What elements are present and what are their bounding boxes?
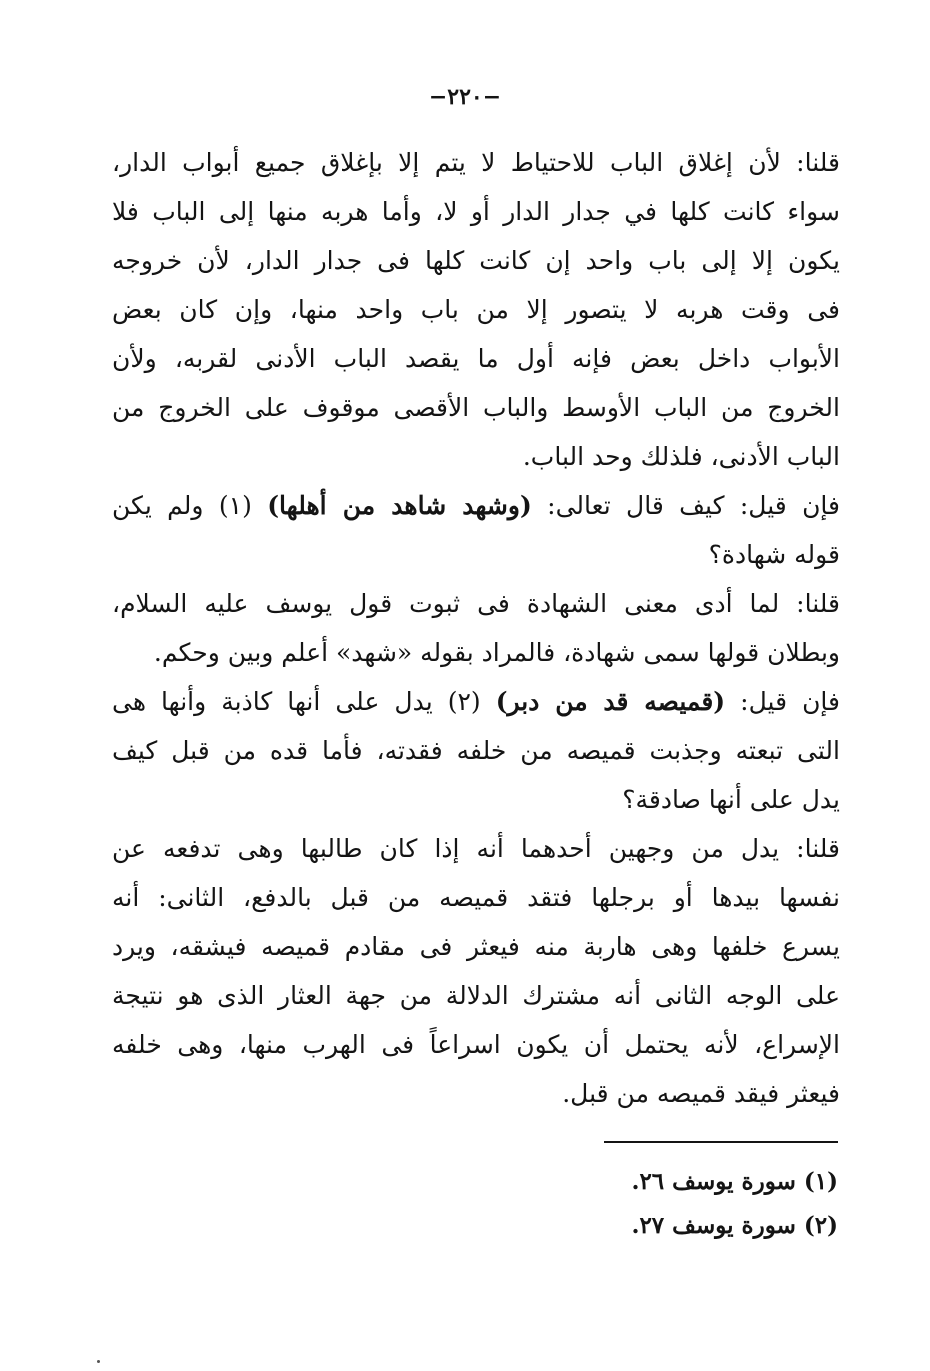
text-segment: (١) ولم يكن: [112, 491, 268, 520]
text-line: [112, 824, 840, 873]
text-line: [112, 677, 840, 726]
text-line: [112, 285, 840, 334]
text-segment: قلنا: لأن إغلاق الباب للاحتياط لا يتم إلا بإغلاق جميع أبواب الدار،: [112, 148, 840, 177]
text-line: [112, 530, 840, 579]
text-segment: الأبواب داخل بعض فإنه أول ما يقصد الباب الأدنى لقربه، ولأن: [112, 344, 840, 373]
text-segment: فإن قيل: كيف قال تعالى:: [531, 491, 841, 520]
text-line: [112, 628, 840, 677]
quran-quote: (قميصه قد من دبر): [495, 687, 726, 716]
paragraph: [112, 481, 840, 579]
text-segment: قوله شهادة؟: [708, 540, 840, 569]
main-text: [112, 138, 840, 1118]
footnote-divider: [604, 1141, 838, 1143]
text-segment: يدل على أنها صادقة؟: [622, 785, 840, 814]
footnote-2: (٢) سورة يوسف ٢٧.: [631, 1212, 838, 1239]
text-line: [112, 579, 840, 628]
text-segment: فى وقت هربه لا يتصور إلا من باب واحد منها، وإن كان بعض: [112, 295, 840, 324]
text-segment: قلنا: لما أدى معنى الشهادة فى ثبوت قول يوسف عليه السلام،: [112, 589, 840, 618]
text-line: [112, 236, 840, 285]
text-line: [112, 873, 840, 922]
paragraph: [112, 824, 840, 1118]
text-segment: يكون إلا إلى باب واحد إن كانت كلها فى جدار الدار، لأن خروجه: [112, 246, 840, 275]
text-line: [112, 971, 840, 1020]
text-segment: فيعثر فيقد قميصه من قبل.: [562, 1079, 840, 1108]
page-number: −٢٢٠−: [428, 84, 502, 110]
text-line: [112, 432, 840, 481]
footnote-1: (١) سورة يوسف ٢٦.: [631, 1168, 838, 1195]
text-segment: الخروج من الباب الأوسط والباب الأقصى موقوف على الخروج من: [112, 393, 840, 422]
paragraph: [112, 579, 840, 677]
text-segment: وبطلان قولها سمى شهادة، فالمراد بقوله «شهد» أعلم وبين وحكم.: [153, 638, 840, 667]
text-line: [112, 922, 840, 971]
text-segment: نفسها بيدها أو برجلها فتقد قميصه من قبل بالدفع، الثانى: أنه: [112, 883, 840, 912]
text-segment: الباب الأدنى، فلذلك وحد الباب.: [522, 442, 840, 471]
text-segment: قلنا: يدل من وجهين أحدهما أنه إذا كان طالبها وهى تدفعه عن: [112, 834, 840, 863]
text-segment: يسرع خلفها وهى هاربة منه فيعثر فى مقادم قميصه فيشقه، ويرد: [112, 932, 840, 961]
footnotes: [438, 1160, 838, 1248]
text-segment: سواء كانت كلها في جدار الدار أو لا، وأما هربه منها إلى الباب فلا: [112, 197, 840, 226]
text-line: [112, 187, 840, 236]
text-segment: التى تبعته وجذبت قميصه من خلفه فقدته، فأما قده من قبل كيف: [112, 736, 840, 765]
text-line: [112, 775, 840, 824]
paragraph: [112, 138, 840, 481]
scan-speck: [97, 1360, 100, 1363]
text-line: [112, 1069, 840, 1118]
text-line: [112, 481, 840, 530]
text-line: [112, 726, 840, 775]
text-line: [112, 1020, 840, 1069]
text-line: [112, 138, 840, 187]
text-line: [112, 334, 840, 383]
text-line: [112, 383, 840, 432]
paragraph: [112, 677, 840, 824]
text-segment: على الوجه الثانى أنه مشترك الدلالة من جهة العثار الذى هو نتيجة: [112, 981, 840, 1010]
quran-quote: (وشهد شاهد من أهلها): [267, 491, 532, 520]
text-segment: (٢) يدل على أنها كاذبة وأنها هى: [112, 687, 496, 716]
text-segment: فإن قيل:: [725, 687, 840, 716]
text-segment: الإسراع، لأنه يحتمل أن يكون اسراعاً فى الهرب منها، وهى خلفه: [112, 1030, 840, 1059]
